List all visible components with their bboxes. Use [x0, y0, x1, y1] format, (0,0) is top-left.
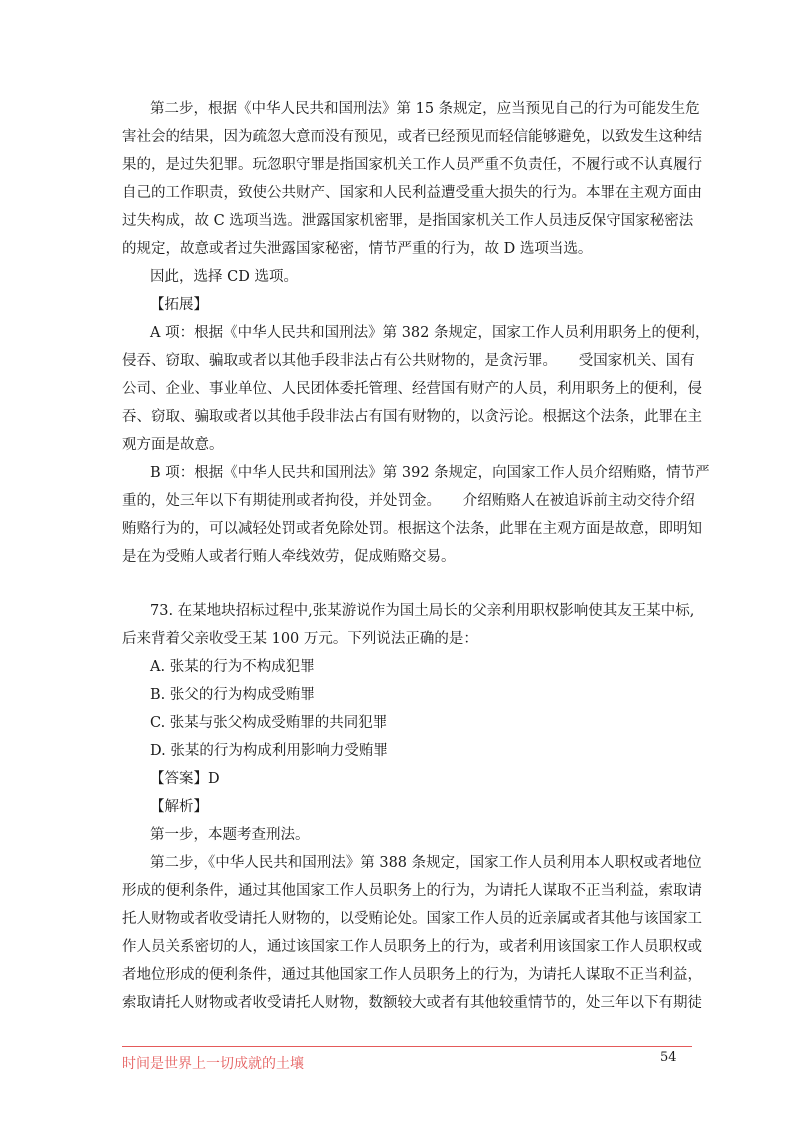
document-body	[122, 95, 710, 1017]
text-line: 重的，处三年以下有期徒刑或者拘役，并处罚金。 介绍贿赂人在被追诉前主动交待介绍	[122, 493, 695, 509]
option-c: C. 张某与张父构成受贿罪的共同犯罪	[150, 715, 388, 731]
analysis-label: 【解析】	[150, 799, 208, 815]
text-line: 索取请托人财物或者收受请托人财物，数额较大或者有其他较重情节的，处三年以下有期徒	[122, 995, 702, 1011]
text-line: 吞、窃取、骗取或者以其他手段非法占有国有财物的，以贪污论。根据这个法条，此罪在主	[122, 409, 702, 425]
conclusion: 因此，选择 CD 选项。	[150, 269, 298, 285]
text-line: B 项：根据《中华人民共和国刑法》第 392 条规定，向国家工作人员介绍贿赂，情节严	[150, 465, 710, 481]
text-line: 者地位形成的便利条件，通过其他国家工作人员职务上的行为，为请托人谋取不正当利益，	[122, 967, 702, 983]
section1-paragraph	[122, 95, 702, 263]
text-line: 害社会的结果，因为疏忽大意而没有预见，或者已经预见而轻信能够避免，以致发生这种结	[122, 129, 702, 145]
text-line: 托人财物或者收受请托人财物的，以受贿论处。国家工作人员的近亲属或者其他与该国家工	[122, 911, 702, 927]
spacer	[122, 571, 692, 597]
option-d: D. 张某的行为构成利用影响力受贿罪	[150, 743, 388, 759]
question-73	[122, 597, 702, 1017]
option-b-explanation	[122, 459, 710, 571]
expand-label: 【拓展】	[150, 297, 208, 313]
option-a-explanation	[122, 319, 710, 459]
question-stem-line: 73. 在某地块招标过程中,张某游说作为国土局长的父亲利用职权影响使其友王某中标,	[150, 603, 695, 619]
footer-motto: 时间是世界上一切成就的土壤	[122, 1056, 304, 1072]
text-line: 公司、企业、事业单位、人民团体委托管理、经营国有财产的人员，利用职务上的便利，侵	[122, 381, 702, 397]
text-line: 过失构成，故 C 选项当选。泄露国家机密罪，是指国家机关工作人员违反保守国家秘密法	[122, 213, 694, 229]
text-line: 观方面是故意。	[122, 437, 224, 453]
text-line: 是在为受贿人或者行贿人牵线效劳，促成贿赂交易。	[122, 549, 456, 565]
page-number: 54	[660, 1050, 677, 1065]
text-line: 第二步，根据《中华人民共和国刑法》第 15 条规定，应当预见自己的行为可能发生危	[150, 101, 700, 117]
question-stem-line: 后来背着父亲收受王某 100 万元。下列说法正确的是：	[122, 631, 478, 647]
option-a: A. 张某的行为不构成犯罪	[150, 659, 315, 675]
text-line: A 项：根据《中华人民共和国刑法》第 382 条规定，国家工作人员利用职务上的便利，	[150, 325, 710, 341]
text-line: 的规定，故意或者过失泄露国家秘密，情节严重的行为，故 D 选项当选。	[122, 241, 593, 257]
text-line: 侵吞、窃取、骗取或者以其他手段非法占有公共财物的，是贪污罪。 受国家机关、国有	[122, 353, 695, 369]
text-line: 果的，是过失犯罪。玩忽职守罪是指国家机关工作人员严重不负责任，不履行或不认真履行	[122, 157, 702, 173]
option-b: B. 张父的行为构成受贿罪	[150, 687, 315, 703]
text-line: 第二步，《中华人民共和国刑法》第 388 条规定，国家工作人员利用本人职权或者地位	[150, 855, 702, 871]
footer-divider	[122, 1046, 692, 1047]
text-line: 自己的工作职责，致使公共财产、国家和人民利益遭受重大损失的行为。本罪在主观方面由	[122, 185, 702, 201]
answer: 【答案】D	[150, 771, 220, 787]
text-line: 形成的便利条件，通过其他国家工作人员职务上的行为，为请托人谋取不正当利益，索取请	[122, 883, 702, 899]
text-line: 作人员关系密切的人，通过该国家工作人员职务上的行为，或者利用该国家工作人员职权或	[122, 939, 702, 955]
text-line: 贿赂行为的，可以减轻处罚或者免除处罚。根据这个法条，此罪在主观方面是故意，即明知	[122, 521, 702, 537]
analysis-step2	[122, 849, 702, 1017]
analysis-step1: 第一步，本题考查刑法。	[150, 827, 310, 843]
